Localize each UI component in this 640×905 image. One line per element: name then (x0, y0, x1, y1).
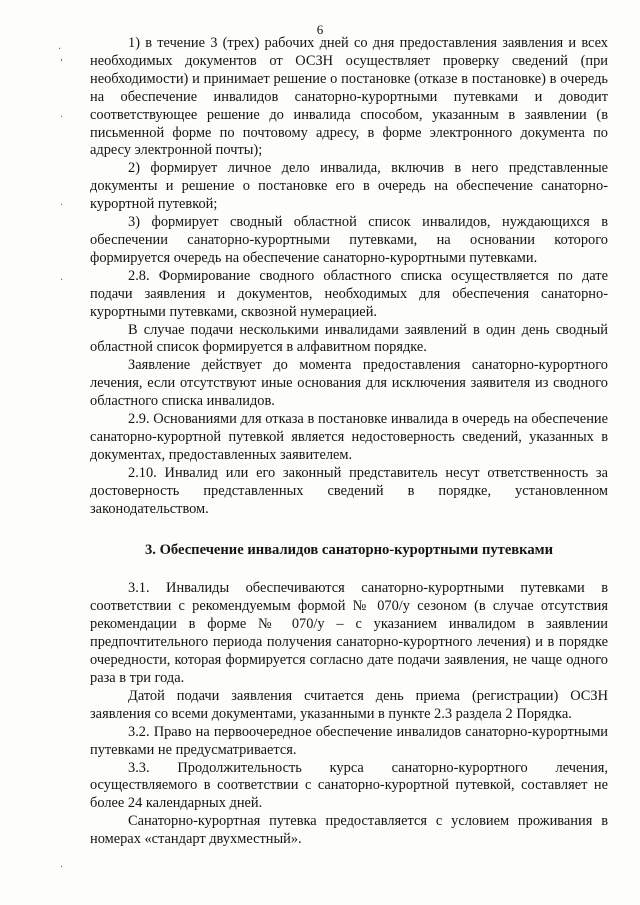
section-heading: 3. Обеспечение инвалидов санаторно-курортными путевками (144, 542, 554, 559)
paragraph: Датой подачи заявления считается день приема (регистрации) ОСЗН заявления со всеми документами, указанными в пункте 2.3 раздела 2 Порядка. (90, 687, 608, 722)
paragraph: 3.2. Право на первоочередное обеспечение инвалидов санаторно-курортными путевками не предусматривается. (90, 723, 608, 758)
scan-mark: · (60, 275, 64, 286)
paragraph: 2) формирует личное дело инвалида, включив в него представленные документы и решение о постановке его в очередь на обеспечение санаторно-курортной путевкой; (90, 160, 608, 213)
paragraph: 3.1. Инвалиды обеспечиваются санаторно-курортными путевками в соответствии с рекомендуемым формой № 070/у сезоном (в случае отсутствия рекомендации в форме № 070/у – с указанием инвалидом в заявлении предпочтительного периода получения санаторно-курортного лечения) и в порядке очередности, которая формируется согласно дате подачи заявления, не чаще одного раза в три года. (90, 580, 608, 686)
paragraph: Санаторно-курортная путевка предоставляется с условием проживания в номерах «стандарт двухместный». (90, 813, 608, 848)
scan-mark: · (60, 862, 64, 873)
paragraph: В случае подачи несколькими инвалидами заявлений в один день сводный областной список формируется в алфавитном порядке. (90, 321, 608, 356)
page-number: 6 (316, 22, 324, 37)
document-body (90, 35, 608, 849)
paragraph: 2.8. Формирование сводного областного списка осуществляется по дате подачи заявления и документов, необходимых для обеспечения санаторно-курортными путевками, сквозной нумерацией. (90, 267, 608, 320)
paragraph: 1) в течение 3 (трех) рабочих дней со дня предоставления заявления и всех необходимых документов от ОСЗН осуществляет проверку сведений (при необходимости) и принимает решение о постановке (отказе в постановке) в очередь на обеспечение инвалидов санаторно-курортными путевками и доводит соответствующее решение до инвалида способом, указанным в заявлении (в письменной форме по почтовому адресу, в форме электронного документа по адресу электронной почты); (90, 35, 608, 159)
scan-mark: · (58, 44, 62, 55)
scan-mark: · (60, 200, 64, 211)
paragraph: 2.9. Основаниями для отказа в постановке инвалида в очередь на обеспечение санаторно-курортной путевкой является недостоверность сведений, указанных в документах, предоставленных заявителем. (90, 411, 608, 463)
scan-mark: · (60, 112, 64, 123)
paragraph: 3) формирует сводный областной список инвалидов, нуждающихся в обеспечении санаторно-курортными путевками, на основании которого формируется очередь на обеспечение санаторно-курортными путевками. (90, 214, 608, 266)
paragraph: 2.10. Инвалид или его законный представитель несут ответственность за достоверность представленных сведений в порядке, установленном законодательством. (90, 464, 608, 517)
paragraph: 3.3. Продолжительность курса санаторно-курортного лечения, осуществляемого в соответствии с санаторно-курортной путевкой, составляет не более 24 календарных дней. (90, 759, 608, 812)
paragraph: Заявление действует до момента предоставления санаторно-курортного лечения, если отсутствуют иные основания для исключения заявителя из сводного областного списка инвалидов. (90, 357, 608, 410)
scan-mark: ʻ (60, 58, 64, 69)
